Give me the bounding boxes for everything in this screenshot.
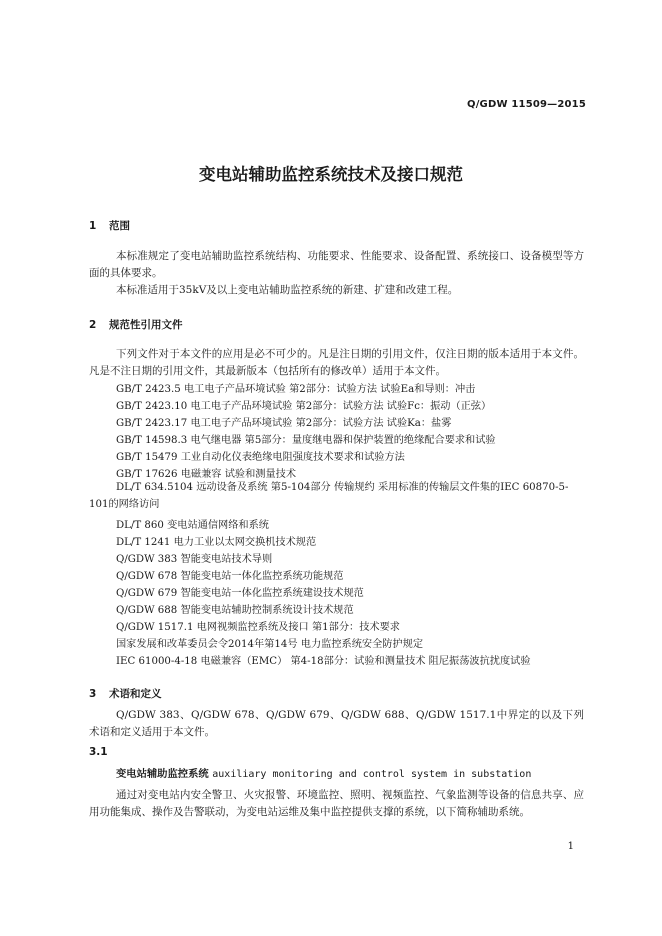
section-title: 术语和定义 (109, 688, 162, 700)
reference-item: DL/T 1241 电力工业以太网交换机技术规范 (116, 537, 317, 548)
reference-item: DL/T 634.5104 远动设备及系统 第5-104部分 传输规约 采用标准的传输层文件集的IEC 60870-5-101的网络访问 (89, 482, 569, 510)
reference-item: Q/GDW 688 智能变电站辅助控制系统设计技术规范 (116, 605, 354, 616)
paragraph: 本标准适用于35kV及以上变电站辅助监控系统的新建、扩建和改建工程。 (116, 284, 459, 296)
term-entry (116, 765, 531, 780)
section-heading-normative-references (89, 317, 183, 332)
reference-item: GB/T 2423.10 电工电子产品环境试验 第2部分：试验方法 试验Fc：振动（正弦） (116, 401, 492, 412)
reference-item: GB/T 14598.3 电气继电器 第5部分：量度继电器和保护装置的绝缘配合要求和试验 (116, 435, 496, 446)
page-number: 1 (567, 841, 574, 852)
reference-item: GB/T 2423.5 电工电子产品环境试验 第2部分：试验方法 试验Ea和导则：冲击 (116, 384, 476, 395)
section-number: 1 (89, 220, 97, 232)
clause-number: 3.1 (89, 746, 108, 758)
reference-item: GB/T 2423.17 电工电子产品环境试验 第2部分：试验方法 试验Ka：盐雾 (116, 418, 452, 429)
reference-item: DL/T 860 变电站通信网络和系统 (116, 520, 269, 531)
reference-item: IEC 61000-4-18 电磁兼容（EMC） 第4-18部分：试验和测量技术 阻尼振荡波抗扰度试验 (116, 656, 531, 667)
reference-item: Q/GDW 1517.1 电网视频监控系统及接口 第1部分：技术要求 (116, 622, 400, 633)
reference-item: Q/GDW 383 智能变电站技术导则 (116, 554, 273, 565)
section-number: 2 (89, 319, 97, 331)
term-definition: 通过对变电站内安全警卫、火灾报警、环境监控、照明、视频监控、气象监测等设备的信息共享、应用功能集成、操作及告警联动，为变电站运维及集中监控提供支撑的系统，以下简称辅助系统。 (89, 789, 584, 818)
reference-item: GB/T 17626 电磁兼容 试验和测量技术 (116, 469, 297, 480)
paragraph: 本标准规定了变电站辅助监控系统结构、功能要求、性能要求、设备配置、系统接口、设备模型等方面的具体要求。 (89, 250, 584, 279)
reference-item: Q/GDW 679 智能变电站一体化监控系统建设技术规范 (116, 588, 364, 599)
section-title: 规范性引用文件 (109, 319, 183, 331)
paragraph: Q/GDW 383、Q/GDW 678、Q/GDW 679、Q/GDW 688、Q/GDW 1517.1中界定的以及下列术语和定义适用于本文件。 (89, 709, 584, 738)
reference-item: GB/T 15479 工业自动化仪表绝缘电阻强度技术要求和试验方法 (116, 452, 405, 463)
term-english: auxiliary monitoring and control system in substation (212, 769, 532, 780)
paragraph: 下列文件对于本文件的应用是必不可少的。凡是注日期的引用文件，仅注日期的版本适用于本文件。凡是不注日期的引用文件，其最新版本（包括所有的修改单）适用于本文件。 (89, 348, 584, 377)
standard-code: Q/GDW 11509—2015 (467, 99, 586, 110)
term-chinese: 变电站辅助监控系统 (116, 768, 209, 780)
reference-item: Q/GDW 678 智能变电站一体化监控系统功能规范 (116, 571, 344, 582)
reference-item: 国家发展和改革委员会令2014年第14号 电力监控系统安全防护规定 (116, 639, 424, 650)
section-heading-terms-definitions (89, 686, 162, 701)
section-heading-scope (89, 218, 130, 233)
section-number: 3 (89, 688, 97, 700)
document-title: 变电站辅助监控系统技术及接口规范 (199, 165, 463, 184)
section-title: 范围 (109, 220, 130, 232)
